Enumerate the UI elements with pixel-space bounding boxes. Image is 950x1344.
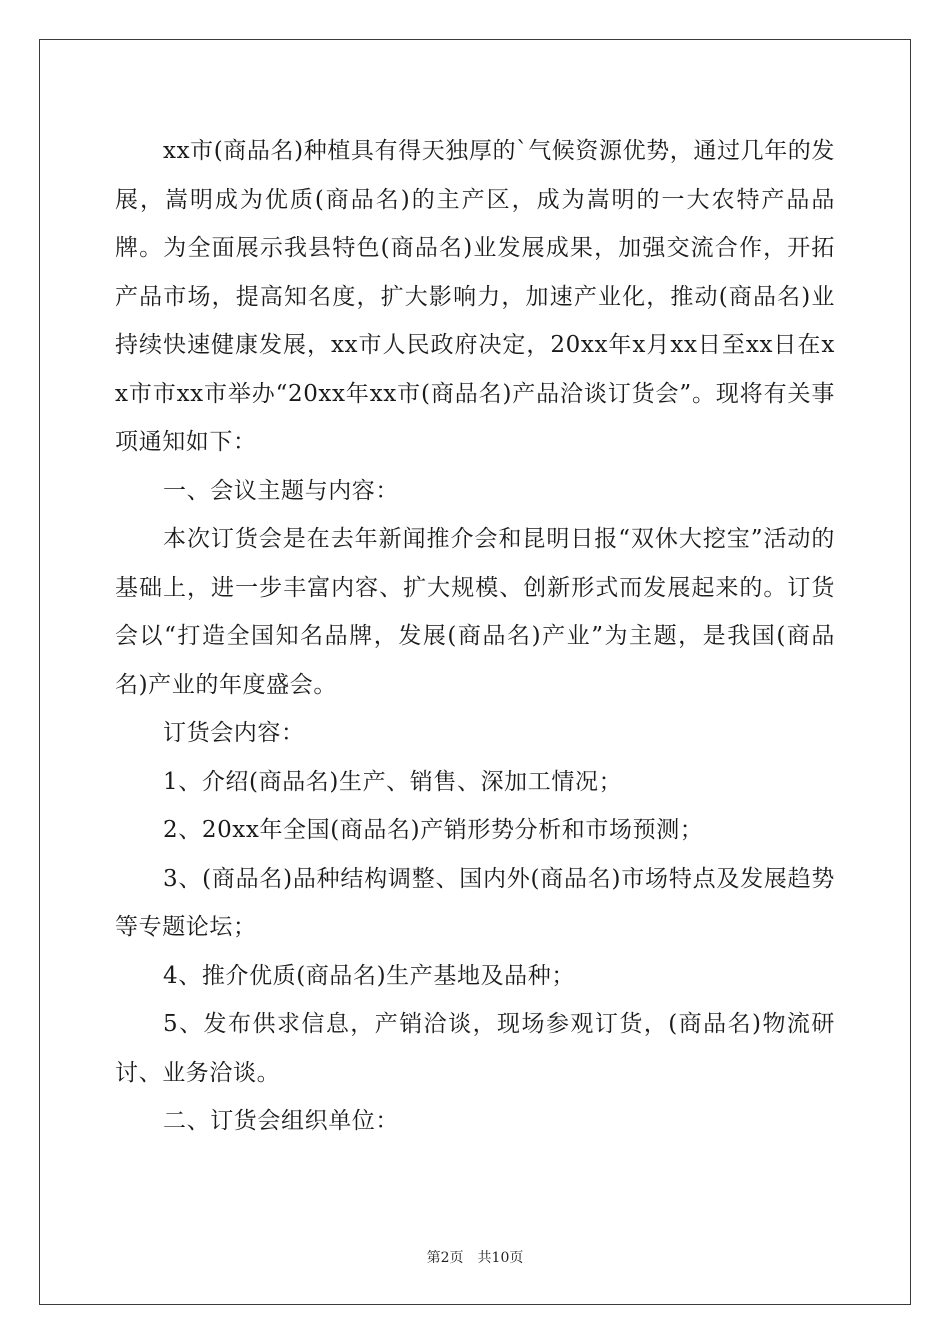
list-item-4: 4、推介优质(商品名)生产基地及品种； xyxy=(163,962,575,989)
paragraph-theme: 本次订货会是在去年新闻推介会和昆明日报“双休大挖宝”活动的基础上，进一步丰富内容、扩大规模、创新形式而发展起来的。订货会以“打造全国知名品牌，发展(商品名)产业”为主题，是我国(商品名)产业的年度盛会。 xyxy=(115,526,835,698)
paragraph-intro: xx市(商品名)种植具有得天独厚的`气候资源优势，通过几年的发展，嵩明成为优质(商品名)的主产区，成为嵩明的一大农特产品品牌。为全面展示我县特色(商品名)业发展成果，加强交流合作，开拓产品市场，提高知名度，扩大影响力，加速产业化，推动(商品名)业持续快速健康发展，xx市人民政府决定，20xx年x月xx日至xx日在xx市市xx市举办“20xx年xx市(商品名)产品洽谈订货会”。现将有关事项通知如下： xyxy=(115,138,835,455)
section-heading-theme: 一、会议主题与内容： xyxy=(163,477,399,504)
document-body xyxy=(115,127,835,1146)
list-item-1: 1、介绍(商品名)生产、销售、深加工情况； xyxy=(163,768,623,795)
page-number-total: 共10页 xyxy=(477,1250,524,1266)
list-item-5: 5、发布供求信息，产销洽谈，现场参观订货，(商品名)物流研讨、业务洽谈。 xyxy=(115,1011,835,1086)
list-item-3: 3、(商品名)品种结构调整、国内外(商品名)市场特点及发展趋势等专题论坛； xyxy=(115,865,835,940)
page-number-current: 第2页 xyxy=(426,1250,464,1266)
subheading-contents: 订货会内容： xyxy=(163,720,305,746)
list-item-2: 2、20xx年全国(商品名)产销形势分析和市场预测； xyxy=(163,817,704,843)
page-footer xyxy=(0,1247,950,1267)
section-heading-organizers: 二、订货会组织单位： xyxy=(163,1108,399,1134)
